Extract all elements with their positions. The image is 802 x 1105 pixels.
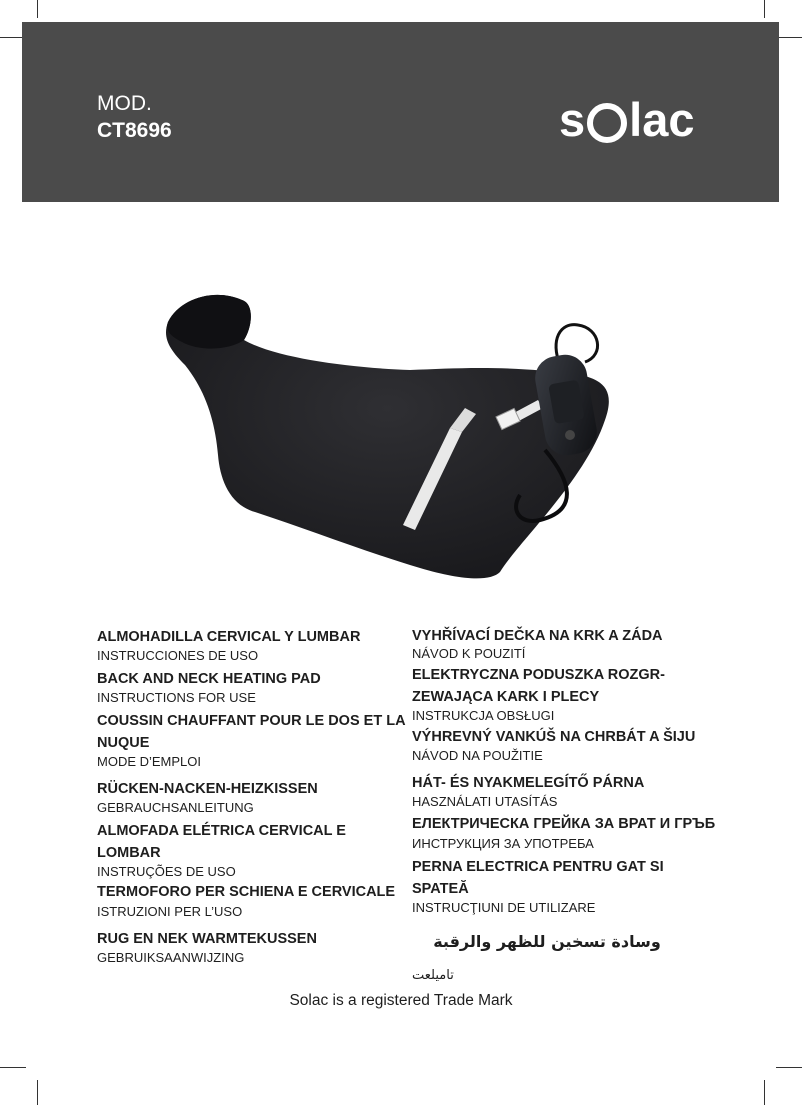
heating-pad-illustration [160, 280, 660, 600]
language-entry-ro [412, 856, 722, 916]
entry-title: VYHŘÍVACÍ DEČKA NA KRK A ZÁDA [412, 628, 663, 644]
language-entry-es [97, 626, 407, 664]
arabic-subtitle: تاميلعت [412, 968, 454, 983]
entry-subtitle: MODE D’EMPLOI [97, 754, 202, 769]
entry-title: TERMOFORO PER SCHIENA E CERVICALE [97, 884, 396, 900]
entry-title: VÝHREVNÝ VANKÚŠ NA CHRBÁT A ŠIJU [412, 729, 696, 745]
controller-button [565, 430, 575, 440]
crop-mark [37, 1080, 38, 1105]
language-entry-pt [97, 820, 407, 880]
entry-subtitle: INSTRUCŢIUNI DE UTILIZARE [412, 900, 596, 915]
entry-title: COUSSIN CHAUFFANT POUR LE DOS ET LA NUQUE [97, 713, 405, 751]
language-entry-sk [412, 726, 722, 764]
entry-subtitle: GEBRAUCHSANLEITUNG [97, 800, 254, 815]
language-list-right [412, 626, 722, 997]
pad-collar [167, 295, 251, 349]
model-number: CT8696 [97, 119, 172, 142]
entry-title: BACK AND NECK HEATING PAD [97, 671, 321, 687]
entry-title: ALMOFADA ELÉTRICA CERVICAL E LOMBAR [97, 823, 346, 861]
crop-mark [0, 1067, 26, 1068]
trademark-notice: Solac is a registered Trade Mark [289, 992, 513, 1009]
language-entry-cs [412, 626, 722, 662]
entry-subtitle: NÁVOD NA POUŽITIE [412, 748, 543, 763]
brand-logo [559, 92, 694, 147]
entry-subtitle: INSTRUKCJA OBSŁUGI [412, 708, 555, 723]
entry-title: ЕЛЕКТРИЧЕСКА ГРЕЙКА ЗА ВРАТ И ГРЪБ [412, 816, 716, 832]
language-list-left [97, 626, 407, 966]
language-entry-en [97, 668, 407, 706]
entry-title: RÜCKEN-NACKEN-HEIZKISSEN [97, 781, 318, 797]
arabic-title: وسادة تسخين للظهر والرقبة [433, 932, 661, 951]
logo-letters-lac: lac [629, 93, 695, 146]
logo-ring-icon [587, 103, 627, 143]
entry-subtitle: INSTRUCCIONES DE USO [97, 648, 259, 663]
language-entry-de [97, 778, 407, 816]
entry-subtitle: ИНСТРУКЦИЯ ЗА УПОТРЕБА [412, 836, 594, 851]
language-entry-hu [412, 772, 722, 810]
entry-title: PERNA ELECTRICA PENTRU GAT SI SPATEĂ [412, 859, 664, 897]
language-entry-fr [97, 710, 407, 770]
entry-subtitle: ISTRUZIONI PER L’USO [97, 904, 243, 919]
language-entry-nl [97, 928, 407, 966]
entry-title: ELEKTRYCZNA PODUSZKA ROZGR-ZEWAJĄCA KARK I PLECY [412, 667, 665, 705]
entry-subtitle: NÁVOD K POUZITÍ [412, 646, 526, 661]
crop-mark [764, 0, 765, 18]
crop-mark [37, 0, 38, 18]
entry-subtitle: HASZNÁLATI UTASÍTÁS [412, 794, 558, 809]
header-banner [22, 22, 779, 202]
crop-mark [764, 1080, 765, 1105]
entry-title: RUG EN NEK WARMTEKUSSEN [97, 931, 317, 947]
crop-mark [776, 37, 802, 38]
crop-mark [776, 1067, 802, 1068]
entry-title: ALMOHADILLA CERVICAL Y LUMBAR [97, 629, 361, 645]
entry-subtitle: INSTRUÇÕES DE USO [97, 864, 236, 879]
entry-subtitle: GEBRUIKSAANWIJZING [97, 950, 245, 965]
mod-label: MOD. [97, 92, 152, 115]
language-entry-ar [412, 932, 722, 984]
language-entry-it [97, 884, 407, 920]
logo-letter-s: s [559, 93, 586, 146]
entry-subtitle: INSTRUCTIONS FOR USE [97, 690, 256, 705]
language-entry-bg [412, 816, 722, 852]
language-entry-pl [412, 664, 722, 724]
entry-title: HÁT- ÉS NYAKMELEGÍTŐ PÁRNA [412, 775, 645, 791]
